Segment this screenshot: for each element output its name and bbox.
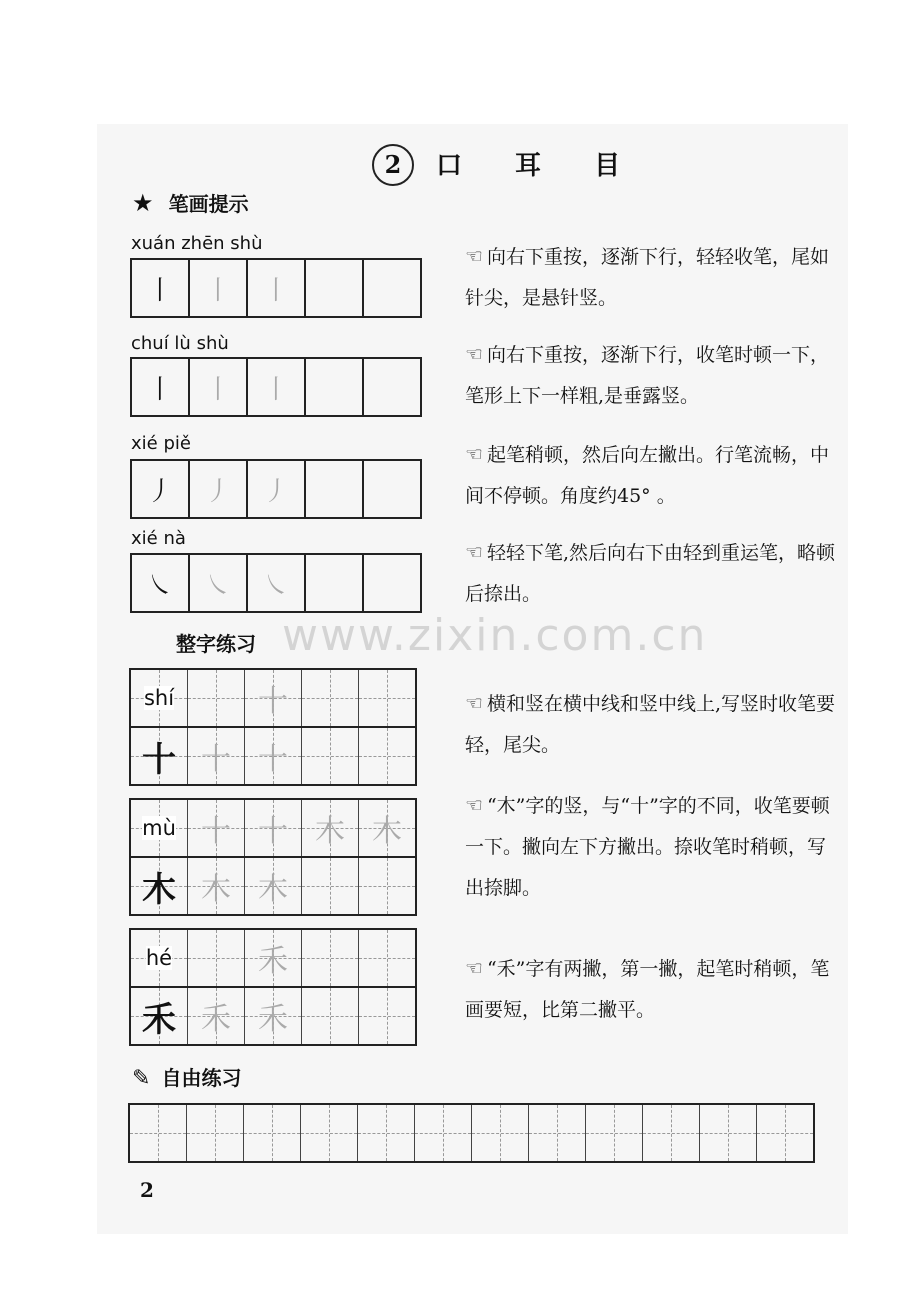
free-cell[interactable] (586, 1105, 643, 1161)
free-cell[interactable] (358, 1105, 415, 1161)
model-char-cell: 十 (131, 728, 188, 784)
pointing-hand-icon: ☜ (465, 540, 483, 564)
empty-box[interactable] (364, 260, 420, 316)
free-cell[interactable] (244, 1105, 301, 1161)
stroke-practice-row (130, 553, 422, 613)
page-number: 2 (140, 1178, 154, 1202)
stroke-practice-row (130, 258, 422, 318)
trace-cell[interactable]: 禾 (188, 988, 245, 1044)
stroke-description (465, 532, 835, 615)
lesson-title: 口 耳 目 (436, 151, 643, 181)
free-cell[interactable] (130, 1105, 187, 1161)
stroke-trace: 丨 (248, 260, 306, 316)
watermark: www.zixin.com.cn (282, 610, 708, 661)
stroke-practice-row (130, 459, 422, 519)
stroke-model: 丨 (132, 260, 190, 316)
strokes-section-header (132, 188, 249, 217)
stroke-model: 丨 (132, 359, 190, 415)
trace-cell[interactable]: 十 (245, 670, 302, 726)
stroke-trace: 丿 (248, 461, 306, 517)
grid-row-top (131, 930, 415, 986)
section-title-strokes: 笔画提示 (168, 192, 249, 216)
stroke-pinyin: chuí lù shù (131, 333, 229, 354)
pinyin-cell: hé (131, 930, 188, 986)
brush-icon: ✎ (132, 1066, 151, 1091)
stroke-desc-text: 起笔稍顿，然后向左撇出。行笔流畅，中间不停顿。角度约45° 。 (465, 444, 829, 507)
stroke-trace: 丨 (248, 359, 306, 415)
free-cell[interactable] (472, 1105, 529, 1161)
pinyin-cell: mù (131, 800, 188, 856)
grid-row-bottom (131, 986, 415, 1044)
char-description (465, 683, 835, 766)
stroke-desc-text: 向右下重按，逐渐下行，收笔时顿一下，笔形上下一样粗,是垂露竖。 (465, 344, 829, 407)
stroke-pinyin: xié nà (131, 528, 186, 549)
pinyin-cell: shí (131, 670, 188, 726)
stroke-trace: 丨 (190, 359, 248, 415)
stroke-trace: 丿 (190, 461, 248, 517)
trace-cell[interactable]: 木 (188, 858, 245, 914)
trace-cell[interactable]: 木 (245, 858, 302, 914)
stroke-desc-text: 轻轻下笔,然后向右下由轻到重运笔，略顿后捺出。 (465, 542, 835, 605)
trace-cell[interactable] (359, 728, 415, 784)
char-desc-text: “木”字的竖，与“十”字的不同，收笔要顿一下。撇向左下方撇出。捺收笔时稍顿，写出捺脚。 (465, 795, 830, 899)
char-desc-text: “禾”字有两撇，第一撇，起笔时稍顿，笔画要短，比第二撇平。 (465, 958, 830, 1021)
trace-cell[interactable] (359, 930, 415, 986)
model-char-cell: 木 (131, 858, 188, 914)
trace-cell[interactable]: 禾 (245, 930, 302, 986)
free-cell[interactable] (301, 1105, 358, 1161)
stroke-description (465, 434, 835, 517)
trace-cell[interactable] (302, 930, 359, 986)
grid-row-bottom (131, 726, 415, 784)
trace-cell[interactable] (359, 988, 415, 1044)
trace-cell[interactable] (302, 670, 359, 726)
trace-cell[interactable] (359, 858, 415, 914)
stroke-trace: ㇏ (248, 555, 306, 611)
trace-cell[interactable]: 十 (188, 728, 245, 784)
free-practice-grid (128, 1103, 815, 1163)
trace-cell[interactable] (302, 988, 359, 1044)
stroke-trace: 丨 (190, 260, 248, 316)
char-description (465, 948, 835, 1031)
trace-cell[interactable] (302, 858, 359, 914)
pointing-hand-icon: ☜ (465, 342, 483, 366)
grid-row-bottom (131, 856, 415, 914)
trace-cell[interactable]: 禾 (245, 988, 302, 1044)
stroke-description (465, 334, 835, 417)
trace-cell[interactable] (188, 930, 245, 986)
pointing-hand-icon: ☜ (465, 691, 483, 715)
grid-row-top (131, 800, 415, 856)
char-practice-grid (129, 928, 417, 1046)
section-title-whole: 整字练习 (176, 632, 256, 656)
free-cell[interactable] (757, 1105, 813, 1161)
stroke-model: ㇏ (132, 555, 190, 611)
empty-box[interactable] (306, 260, 364, 316)
stroke-trace: ㇏ (190, 555, 248, 611)
pointing-hand-icon: ☜ (465, 956, 483, 980)
free-cell[interactable] (529, 1105, 586, 1161)
free-cell[interactable] (415, 1105, 472, 1161)
trace-cell[interactable] (188, 670, 245, 726)
stroke-pinyin: xié piě (131, 433, 191, 454)
free-cell[interactable] (187, 1105, 244, 1161)
stroke-practice-row (130, 357, 422, 417)
char-practice-grid (129, 798, 417, 916)
free-cell[interactable] (643, 1105, 700, 1161)
stroke-model: 丿 (132, 461, 190, 517)
stroke-description (465, 236, 835, 319)
empty-box[interactable] (364, 359, 420, 415)
char-description (465, 785, 835, 909)
empty-box[interactable] (306, 359, 364, 415)
trace-cell[interactable]: 十 (245, 728, 302, 784)
grid-row-top (131, 670, 415, 726)
free-section-header (132, 1062, 242, 1091)
trace-cell[interactable]: 木 (302, 800, 359, 856)
empty-box[interactable] (306, 555, 364, 611)
empty-box[interactable] (364, 555, 420, 611)
section-title-free: 自由练习 (161, 1066, 242, 1090)
stroke-desc-text: 向右下重按，逐渐下行，轻轻收笔，尾如针尖，是悬针竖。 (465, 246, 829, 309)
model-char-cell: 禾 (131, 988, 188, 1044)
free-cell[interactable] (700, 1105, 757, 1161)
char-desc-text: 横和竖在横中线和竖中线上,写竖时收笔要轻，尾尖。 (465, 693, 835, 756)
empty-box[interactable] (306, 461, 364, 517)
pointing-hand-icon: ☜ (465, 442, 483, 466)
pointing-hand-icon: ☜ (465, 244, 483, 268)
lesson-number: 2 (372, 144, 414, 186)
trace-cell[interactable] (359, 670, 415, 726)
trace-cell[interactable]: 十 (188, 800, 245, 856)
pointing-hand-icon: ☜ (465, 793, 483, 817)
trace-cell[interactable] (302, 728, 359, 784)
empty-box[interactable] (364, 461, 420, 517)
stroke-pinyin: xuán zhēn shù (131, 233, 263, 254)
trace-cell[interactable]: 木 (359, 800, 415, 856)
star-icon: ★ (132, 189, 154, 217)
trace-cell[interactable]: 十 (245, 800, 302, 856)
char-practice-grid (129, 668, 417, 786)
